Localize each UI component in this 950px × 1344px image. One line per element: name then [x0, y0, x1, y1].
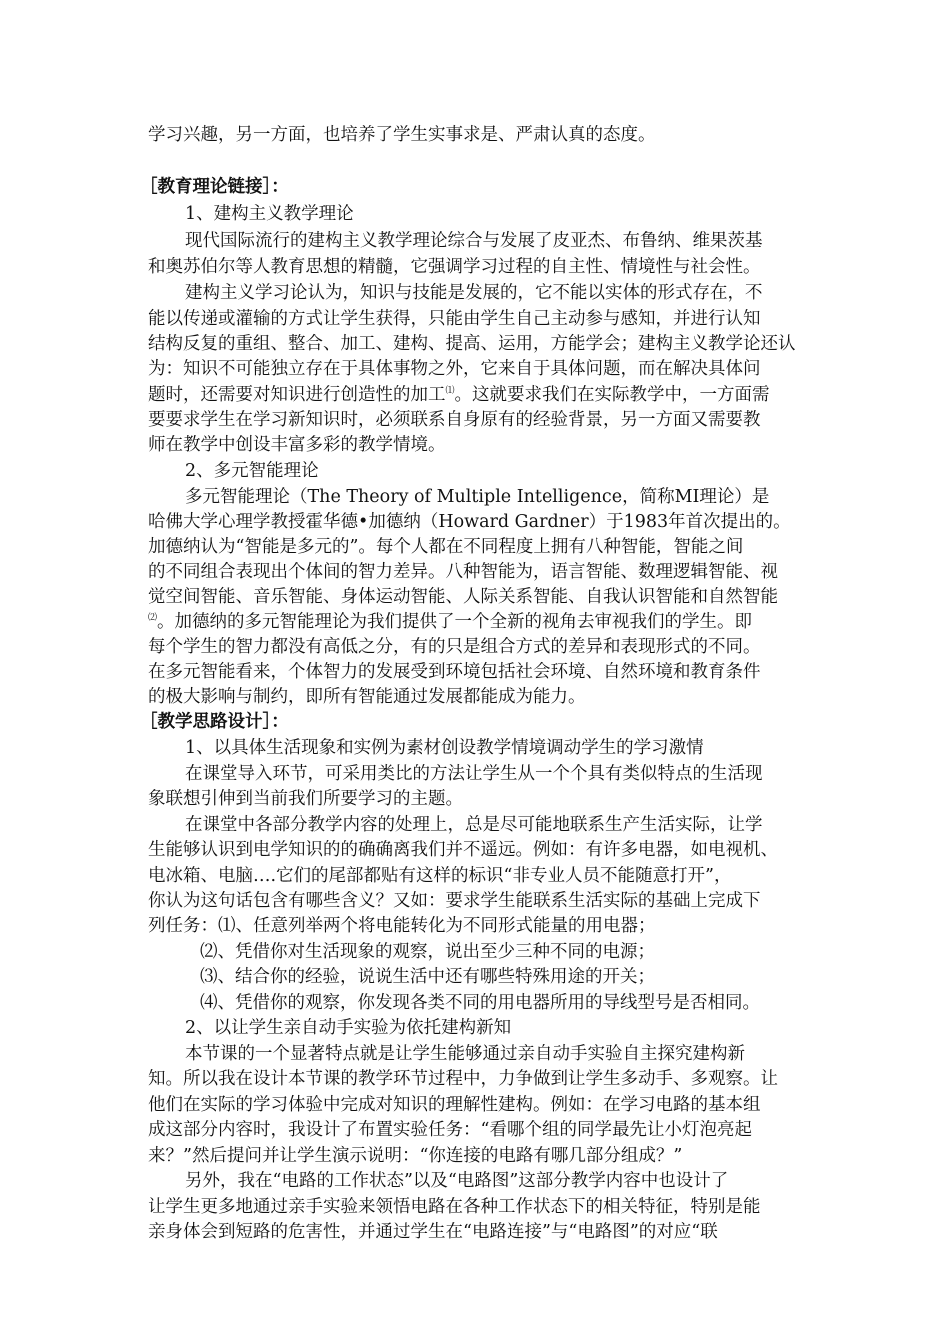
paragraph-line: 列任务：⑴、任意列举两个将电能转化为不同形式能量的用电器；: [148, 916, 656, 936]
task-item: ⑵、凭借你对生活现象的观察，说出至少三种不同的电源；: [200, 942, 655, 962]
paragraph-line: [148, 609, 752, 635]
paragraph-line: 结构反复的重组、整合、加工、建构、提高、运用，方能学会；建构主义教学论还认: [148, 334, 796, 354]
paragraph-line: 学习兴趣，另一方面，也培养了学生实事求是、严肃认真的态度。: [148, 125, 656, 145]
paragraph-line: 和奥苏伯尔等人教育思想的精髓，它强调学习过程的自主性、情境性与社会性。: [148, 257, 761, 277]
task-item: ⑶、结合你的经验，说说生活中还有哪些特殊用途的开关；: [200, 967, 655, 987]
footnote-marker: ⑴: [445, 386, 455, 397]
paragraph-line: 生能够认识到电学知识的的确确离我们并不遥远。例如：有许多电器，如电视机、: [148, 840, 778, 860]
paragraph-line: 他们在实际的学习体验中完成对知识的理解性建构。例如：在学习电路的基本组: [148, 1095, 761, 1115]
paragraph-line: 让学生更多地通过亲手实验来领悟电路在各种工作状态下的相关特征，特别是能: [148, 1197, 761, 1217]
section-heading-theory: ［教育理论链接］：: [140, 177, 289, 197]
footnote-marker: ⑵: [148, 613, 158, 624]
paragraph-line: 成这部分内容时，我设计了布置实验任务：“看哪个组的同学最先让小灯泡亮起: [148, 1120, 752, 1140]
line-text: 。这就要求我们在实际教学中，一方面需: [454, 385, 770, 405]
paragraph-line: 在多元智能看来，个体智力的发展受到环境包括社会环境、自然环境和教育条件: [148, 662, 761, 682]
paragraph-line: 另外，我在“电路的工作状态”以及“电路图”这部分教学内容中也设计了: [185, 1171, 729, 1191]
paragraph-line: 能以传递或灌输的方式让学生获得，只能由学生自己主动参与感知，并进行认知: [148, 309, 761, 329]
section-heading-design: ［教学思路设计］：: [140, 712, 289, 732]
paragraph-line: 象联想引伸到当前我们所要学习的主题。: [148, 789, 463, 809]
paragraph-line: 现代国际流行的建构主义教学理论综合与发展了皮亚杰、布鲁纳、维果茨基: [185, 231, 763, 251]
paragraph-line: 觉空间智能、音乐智能、身体运动智能、人际关系智能、自我认识智能和自然智能: [148, 587, 778, 607]
paragraph-line: 的不同组合表现出个体间的智力差异。八种智能为，语言智能、数理逻辑智能、视: [148, 562, 778, 582]
paragraph-line: [148, 382, 770, 408]
paragraph-line: 来？”然后提问并让学生演示说明：“你连接的电路有哪几部分组成？”: [148, 1146, 683, 1166]
subheading-constructivism: 1、建构主义教学理论: [185, 204, 354, 224]
paragraph-line: 亲身体会到短路的危害性，并通过学生在“电路连接”与“电路图”的对应“联: [148, 1222, 718, 1242]
paragraph-line: 电冰箱、电脑….它们的尾部都贴有这样的标识“非专业人员不能随意打开”，: [148, 866, 732, 886]
subheading-design-1: 1、以具体生活现象和实例为素材创设教学情境调动学生的学习激情: [185, 738, 704, 758]
paragraph-line: 本节课的一个显著特点就是让学生能够通过亲自动手实验自主探究建构新: [185, 1044, 745, 1064]
paragraph-line: 哈佛大学心理学教授霍华德•加德纳（Howard Gardner）于1983年首次提出的。: [148, 512, 791, 532]
paragraph-line: 师在教学中创设丰富多彩的教学情境。: [148, 435, 446, 455]
paragraph-line: 多元智能理论（The Theory of Multiple Intelligence，简称MI理论）是: [185, 487, 770, 507]
line-text: 题时，还需要对知识进行创造性的加工: [148, 385, 446, 405]
paragraph-line: 的极大影响与制约，即所有智能通过发展都能成为能力。: [148, 687, 586, 707]
paragraph-line: 你认为这句话包含有哪些含义？又如：要求学生能联系生活实际的基础上完成下: [148, 891, 761, 911]
subheading-multiple-intelligence: 2、多元智能理论: [185, 461, 319, 481]
paragraph-line: 在课堂中各部分教学内容的处理上，总是尽可能地联系生产生活实际，让学: [185, 815, 763, 835]
paragraph-line: 每个学生的智力都没有高低之分，有的只是组合方式的差异和表现形式的不同。: [148, 637, 761, 657]
task-item: ⑷、凭借你的观察，你发现各类不同的用电器所用的导线型号是否相同。: [200, 993, 760, 1013]
paragraph-line: 建构主义学习论认为，知识与技能是发展的，它不能以实体的形式存在，不: [185, 283, 763, 303]
paragraph-line: 要要求学生在学习新知识时，必须联系自身原有的经验背景，另一方面又需要教: [148, 410, 761, 430]
subheading-design-2: 2、以让学生亲自动手实验为依托建构新知: [185, 1018, 512, 1038]
line-text: 。加德纳的多元智能理论为我们提供了一个全新的视角去审视我们的学生。即: [157, 612, 753, 632]
paragraph-line: 知。所以我在设计本节课的教学环节过程中，力争做到让学生多动手、多观察。让: [148, 1069, 778, 1089]
paragraph-line: 为：知识不可能独立存在于具体事物之外，它来自于具体问题，而在解决具体问: [148, 359, 761, 379]
paragraph-line: 加德纳认为“智能是多元的”。每个人都在不同程度上拥有八种智能，智能之间: [148, 537, 744, 557]
paragraph-line: 在课堂导入环节，可采用类比的方法让学生从一个个具有类似特点的生活现: [185, 764, 763, 784]
